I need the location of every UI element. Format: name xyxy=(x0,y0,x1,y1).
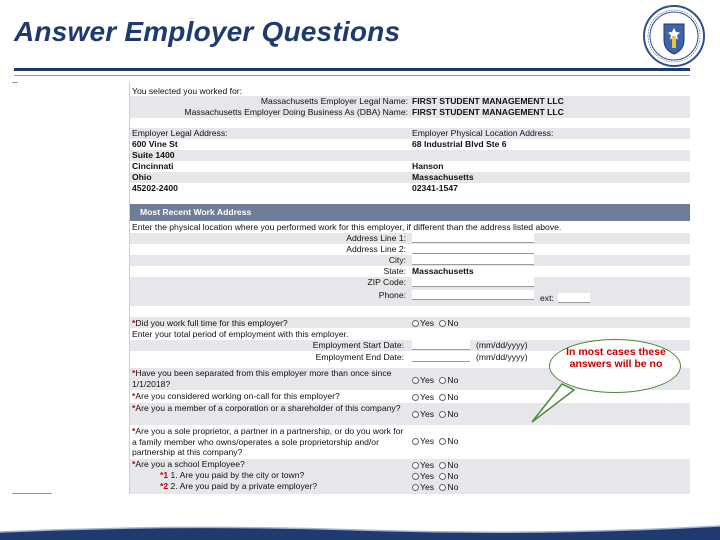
dba-value: FIRST STUDENT MANAGEMENT LLC xyxy=(412,107,564,117)
dba-label: Massachusetts Employer Doing Business As (DBA) Name: xyxy=(184,107,408,117)
legal-name-value: FIRST STUDENT MANAGEMENT LLC xyxy=(412,96,564,106)
end-date-input[interactable] xyxy=(412,352,470,362)
on-call-no-radio[interactable] xyxy=(439,394,446,401)
full-time-yes-radio[interactable] xyxy=(412,320,419,327)
end-date-label: Employment End Date: xyxy=(315,352,404,362)
address2-label: Address Line 2: xyxy=(346,244,406,254)
school-radios: Yes No xyxy=(412,460,458,471)
period-intro: Enter your total period of employment with this employer. xyxy=(132,329,349,339)
screenshot-left-margin xyxy=(12,82,130,494)
employer-questions-form xyxy=(130,84,690,494)
massachusetts-seal-logo xyxy=(642,4,706,68)
address1-label: Address Line 1: xyxy=(346,233,406,243)
school-sub-question-2: *2 2. Are you paid by a private employer? xyxy=(160,481,318,491)
separated-no-radio[interactable] xyxy=(439,377,446,384)
on-call-question: *Are you considered working on-call for this employer? xyxy=(132,391,340,401)
legal-address-zip: 45202-2400 xyxy=(132,183,178,193)
start-date-hint: (mm/dd/yyyy) xyxy=(476,340,528,350)
legal-address-label: Employer Legal Address: xyxy=(132,128,228,138)
on-call-radios: Yes No xyxy=(412,392,458,403)
start-date-input[interactable] xyxy=(412,340,470,350)
zip-input[interactable] xyxy=(412,277,534,287)
zip-label: ZIP Code: xyxy=(367,277,406,287)
full-time-question: *Did you work full time for this employer? xyxy=(132,318,288,328)
proprietor-no-radio[interactable] xyxy=(439,438,446,445)
physical-address-line1: 68 Industrial Blvd Ste 6 xyxy=(412,139,507,149)
corporation-yes-radio[interactable] xyxy=(412,411,419,418)
physical-address-label: Employer Physical Location Address: xyxy=(412,128,554,138)
address2-input[interactable] xyxy=(412,244,534,254)
separated-radios: Yes No xyxy=(412,375,458,386)
corporation-no-radio[interactable] xyxy=(439,411,446,418)
phone-label: Phone: xyxy=(378,290,406,300)
school-sub1-yes-radio[interactable] xyxy=(412,473,419,480)
address1-input[interactable] xyxy=(412,233,534,243)
full-time-radios: Yes No xyxy=(412,318,458,329)
full-time-no-radio[interactable] xyxy=(439,320,446,327)
footer-wave xyxy=(0,522,720,540)
title-divider xyxy=(14,68,690,71)
school-sub2-no-radio[interactable] xyxy=(439,484,446,491)
city-label: City: xyxy=(388,255,406,265)
proprietor-yes-radio[interactable] xyxy=(412,438,419,445)
selected-intro: You selected you worked for: xyxy=(132,86,243,96)
legal-name-label: Massachusetts Employer Legal Name: xyxy=(260,96,408,106)
state-label: State: xyxy=(383,266,406,276)
work-address-header: Most Recent Work Address xyxy=(130,204,690,221)
school-yes-radio[interactable] xyxy=(412,462,419,469)
physical-address-state: Massachusetts xyxy=(412,172,474,182)
work-address-instruction: Enter the physical location where you performed work for this employer, if different than the address listed above. xyxy=(132,222,562,232)
phone-input[interactable] xyxy=(412,290,534,300)
physical-address-zip: 02341-1547 xyxy=(412,183,458,193)
end-date-hint: (mm/dd/yyyy) xyxy=(476,352,528,362)
legal-address-line2: Suite 1400 xyxy=(132,150,175,160)
city-input[interactable] xyxy=(412,255,534,265)
school-sub1-radios: Yes No xyxy=(412,471,458,482)
physical-address-city: Hanson xyxy=(412,161,444,171)
callout-text: In most cases these answers will be no xyxy=(566,346,666,370)
school-sub2-radios: Yes No xyxy=(412,482,458,493)
start-date-label: Employment Start Date: xyxy=(312,340,404,350)
proprietor-question: *Are you a sole proprietor, a partner in a partnership, or do you work for a family member who owns/operates a sole proprietorship and/or partnership at this company? xyxy=(132,426,404,458)
separated-yes-radio[interactable] xyxy=(412,377,419,384)
slide-title: Answer Employer Questions xyxy=(14,16,401,47)
separated-question: *Have you been separated from this employer more than once since 1/1/2018? xyxy=(132,368,392,389)
legal-address-line1: 600 Vine St xyxy=(132,139,178,149)
legal-address-state: Ohio xyxy=(132,172,152,182)
ext-label: ext: xyxy=(540,293,554,303)
school-sub1-no-radio[interactable] xyxy=(439,473,446,480)
proprietor-radios: Yes No xyxy=(412,436,458,447)
ext-input[interactable] xyxy=(558,293,590,303)
on-call-yes-radio[interactable] xyxy=(412,394,419,401)
school-no-radio[interactable] xyxy=(439,462,446,469)
school-sub2-yes-radio[interactable] xyxy=(412,484,419,491)
school-question: *Are you a school Employee? xyxy=(132,459,245,469)
corporation-question: *Are you a member of a corporation or a shareholder of this company? xyxy=(132,403,401,413)
title-divider-thin xyxy=(14,75,690,76)
corporation-radios: Yes No xyxy=(412,409,458,420)
state-select[interactable]: Massachusetts xyxy=(412,266,474,276)
school-sub-question-1: *1 1. Are you paid by the city or town? xyxy=(160,470,305,480)
legal-address-city: Cincinnati xyxy=(132,161,174,171)
